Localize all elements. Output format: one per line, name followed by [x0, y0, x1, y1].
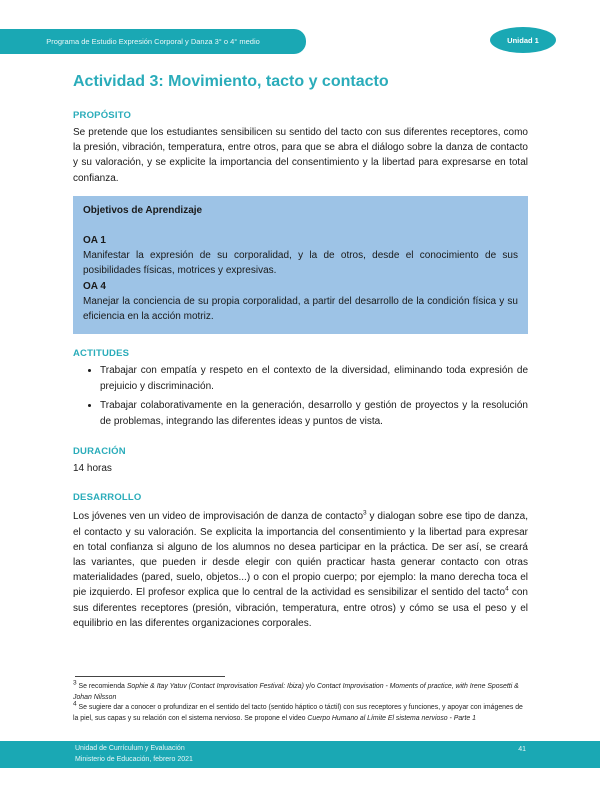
footnote-4-video-title: Cuerpo Humano al Límite El sistema nervioso - Parte 1 [307, 714, 476, 722]
footnotes-section [73, 676, 530, 724]
footer-institution [75, 744, 193, 768]
duracion-value: 14 horas [73, 463, 112, 475]
learning-objectives-box [73, 196, 528, 334]
unit-badge [490, 27, 556, 53]
desarrollo-text: y dialogan sobre ese tipo de danza, el contacto y su valoración. Se explicita la importancia del consentimiento y la libertad para expresar en total confianza si alguno de los alumnos no desea participar en la práctica. De ser así, se creará las variantes, que pueden ir desde elegir con quién practicar hasta generar contacto con otras materialidades (pared, suelo, objetos...) o con el propio cuerpo; por ejemplo: la mano derecha toca el pie izquierdo. El profesor explica que lo central de la actividad es sensibilizar el sentido del tacto [73, 511, 529, 599]
actitudes-heading: ACTITUDES [73, 348, 130, 360]
footer-line2: Ministerio de Educación, febrero 2021 [75, 755, 193, 763]
oa-box-title: Objetivos de Aprendizaje [83, 204, 203, 216]
actitudes-list [73, 363, 528, 430]
footnote-3-ref-title: Sophie & Itay Yatuv (Contact Improvisation Festival: Ibiza) [126, 683, 304, 690]
footnote-divider [75, 676, 225, 677]
actitudes-item: • Trabajar colaborativamente en la generación, desarrollo y gestión de proyectos y la resolución de problemas, integrando las diferentes ideas y puntos de vista. [100, 398, 528, 430]
actitudes-item: • Trabajar con empatía y respeto en el contexto de la diversidad, eliminando toda expresión de prejuicio y discriminación. [100, 363, 528, 395]
desarrollo-paragraph [73, 509, 528, 631]
page-number: 41 [518, 746, 526, 753]
spacer [73, 476, 528, 492]
spacer [73, 433, 528, 446]
program-header-bar [0, 29, 306, 54]
desarrollo-heading: DESARROLLO [73, 492, 142, 504]
footnote-4-text: Se sugiere dar a conocer o profundizar en el sentido del tacto (sentido háptico o táctil) con sus receptores y funciones, y apoyar con imágenes de la piel, sus capas y su relación con el sistema nervioso. Se propone el video [73, 704, 523, 722]
page-footer-bar [0, 741, 600, 768]
footer-line1: Unidad de Currículum y Evaluación [75, 745, 185, 752]
footnote-ref-4: 4 [505, 586, 509, 594]
desarrollo-text: Los jóvenes ven un video de improvisación de danza de contacto [73, 511, 364, 523]
footnote-3-text: Se recomienda [76, 683, 127, 690]
program-title: Programa de Estudio Expresión Corporal y Danza 3° o 4° medio [46, 37, 260, 46]
footnote-3-ref-title: Contact Improvisation - Moments of practice, with Irene Sposetti & Johan Nilsson [73, 683, 519, 701]
footnote-3-text: y/o [303, 683, 317, 690]
oa4-text: Manejar la conciencia de su propia corporalidad, a partir del desarrollo de la condición física y su eficiencia en la acción motriz. [83, 295, 518, 323]
proposito-paragraph: Se pretende que los estudiantes sensibilicen su sentido del tacto con sus diferentes receptores, como la presión, vibración, temperatura, entre otros, para que se abra el diálogo sobre la danza de contacto y su valoración, y se explicite la importancia del consentimiento y la libertad para expresarse en total confianza. [73, 127, 528, 184]
footnote-4 [73, 700, 530, 724]
duracion-heading: DURACIÓN [73, 446, 126, 458]
proposito-heading: PROPÓSITO [73, 110, 132, 121]
footnote-ref-3: 3 [363, 510, 367, 518]
unit-badge-label: Unidad 1 [507, 35, 539, 45]
activity-title: Actividad 3: Movimiento, tacto y contacto [73, 73, 389, 90]
footnote-4-marker: 4 [73, 700, 77, 708]
oa4-label: OA 4 [83, 280, 106, 292]
oa1-label: OA 1 [83, 235, 106, 247]
oa1-text: Manifestar la expresión de su corporalidad, y la de otros, desde el conocimiento de sus posibilidades físicas, motrices y expresivas. [83, 250, 518, 277]
footnote-3 [73, 679, 530, 703]
document-body [73, 73, 528, 631]
desarrollo-text: con sus diferentes receptores (presión, vibración, temperatura, entre otros) y cómo se usa el peso y el equilibrio en las diferentes organizaciones corporales. [73, 587, 528, 629]
footnote-3-marker: 3 [73, 679, 77, 687]
